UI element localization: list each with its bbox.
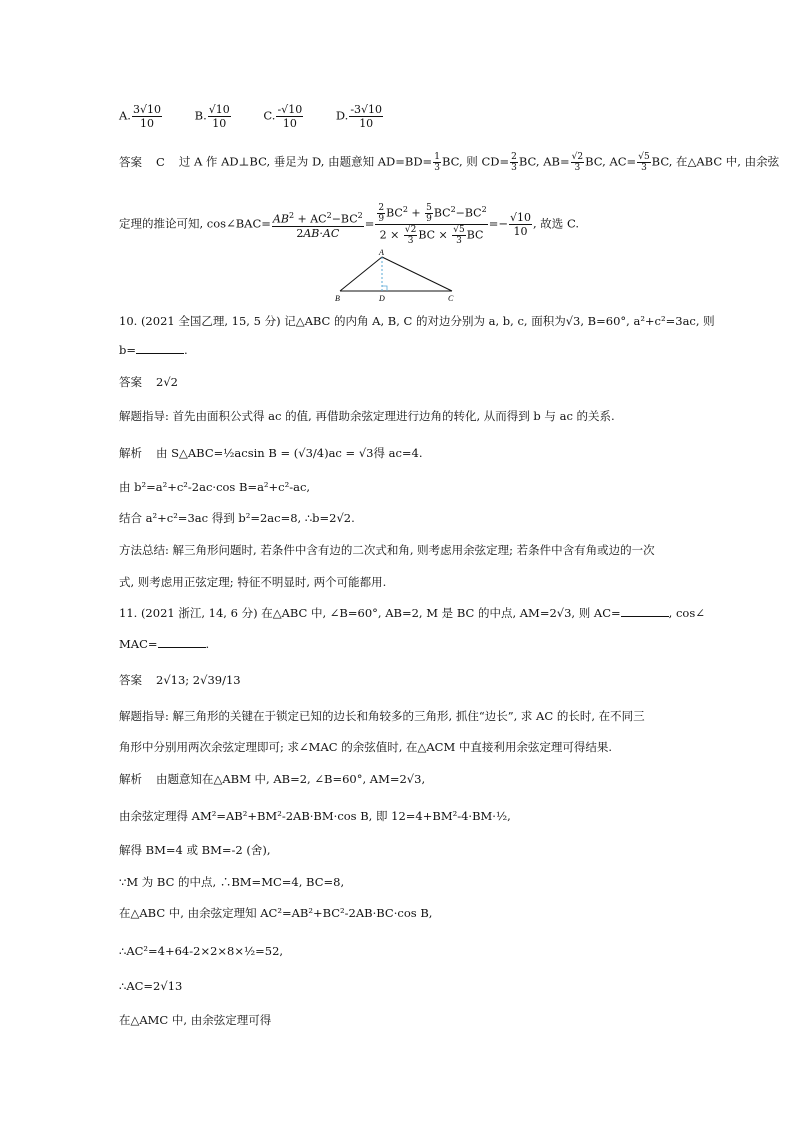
q11-solve-line-6: ∴AC²=4+64-2×2×8×½=52, [119, 944, 284, 958]
option-a: A. $\frac{3√10}{10}$ [119, 103, 161, 130]
q10-stem-line-1: 10. (2021 全国乙理, 15, 5 分) 记△ABC 的内角 A, B, C 的对边分别为 a, b, c, 面积为√3, B=60°, a²+c²=3ac, 则 [119, 314, 715, 328]
q11-guide-line-1: 解题指导: 解三角形的关键在于锁定已知的边长和角较多的三角形, 抓住“边长”, 求 AC 的长时, 在不同三 [119, 709, 645, 723]
vertex-a-label: A [379, 248, 384, 257]
side-ab [340, 257, 382, 291]
answer-label: 答案 [119, 673, 142, 687]
q10-answer-line [119, 374, 178, 390]
q11-solve-line-7: ∴AC=2√13 [119, 979, 183, 993]
q10-solve-line-3: 结合 a²+c²=3ac 得到 b²=2ac=8, ∴b=2√2. [119, 511, 355, 525]
q11-solve-line-2: 由余弦定理得 AM²=AB²+BM²-2AB·BM·cos B, 即 12=4+BM²-4·BM·½, [119, 809, 511, 823]
q10-method-line-1: 方法总结: 解三角形问题时, 若条件中含有边的二次式和角, 则考虑用余弦定理; 若条件中含有角或边的一次 [119, 543, 655, 557]
vertex-d-label: D [379, 294, 385, 303]
triangle-figure [330, 248, 466, 308]
q11-stem-line-2: MAC= . [119, 637, 210, 651]
q11-solve-line-4: ∵M 为 BC 的中点, ∴BM=MC=4, BC=8, [119, 875, 345, 889]
q10-guide: 解题指导: 首先由面积公式得 ac 的值, 再借助余弦定理进行边角的转化, 从而得到 b 与 ac 的关系. [119, 409, 615, 423]
answer-value: 2√13; 2√39/13 [156, 673, 241, 687]
right-angle-mark [382, 286, 387, 291]
q9-cosine-line: 定理的推论可知, cos∠BAC= $\frac{AB^2 + AC^2-BC^2}{2AB\cdot AC}$ = $\frac{2}{9}$ $BC^2$ + $\frac{5}{9}$ $BC^2-BC^2$ 2 × $\frac{√2}{3}$ BC × $\frac{√5}{3}$ BC =− $\frac{√10}{10}$ , 故选 C. [119, 203, 579, 247]
option-d: D. $\frac{-3√10}{10}$ [335, 103, 383, 130]
q11-guide-line-2: 角形中分别用两次余弦定理即可; 求∠MAC 的余弦值时, 在△ACM 中直接利用余弦定理可得结果. [119, 740, 613, 754]
q10-stem-line-2: b= . [119, 343, 188, 357]
q9-answer-line: 答案 C 过 A 作 AD⊥BC, 垂足为 D, 由题意知 AD=BD= $\frac{1}{3}$ BC, 则 CD= $\frac{2}{3}$ BC, AB= $\frac{√2}{3}$ BC, AC= $\frac{√5}{3}$ BC, 在△ABC 中, 由余弦 [119, 152, 780, 173]
q10-solve-line-1: 解析 由 S△ABC=½acsin B = (√3/4)ac = √3得 ac=4. [119, 446, 423, 460]
q11-answer-line [119, 672, 241, 688]
q11-stem-line-1: 11. (2021 浙江, 14, 6 分) 在△ABC 中, ∠B=60°, AB=2, M 是 BC 的中点, AM=2√3, 则 AC= , cos∠ [119, 606, 705, 620]
answer-value: 2√2 [156, 375, 178, 389]
option-c: C. $\frac{-√10}{10}$ [263, 103, 303, 130]
option-d-fraction: $\frac{-3√10}{10}$ [350, 103, 383, 130]
vertex-b-label: B [335, 294, 340, 303]
option-b: B. $\frac{√10}{10}$ [194, 103, 230, 130]
answer-blank [136, 342, 184, 354]
q10-solve-line-2: 由 b²=a²+c²-2ac·cos B=a²+c²-ac, [119, 480, 311, 494]
q10-method-line-2: 式, 则考虑用正弦定理; 特征不明显时, 两个可能都用. [119, 575, 387, 589]
answer-blank [621, 605, 669, 617]
q11-solve-line-5: 在△ABC 中, 由余弦定理知 AC²=AB²+BC²-2AB·BC·cos B, [119, 906, 433, 920]
option-a-fraction: $\frac{3√10}{10}$ [132, 103, 161, 130]
q11-solve-line-3: 解得 BM=4 或 BM=-2 (舍), [119, 843, 271, 857]
answer-label: 答案 [119, 375, 142, 389]
option-b-fraction: $\frac{√10}{10}$ [208, 103, 230, 130]
vertex-c-label: C [448, 294, 454, 303]
q11-solve-line-1: 解析 由题意知在△ABM 中, AB=2, ∠B=60°, AM=2√3, [119, 772, 426, 786]
q11-solve-line-8: 在△AMC 中, 由余弦定理可得 [119, 1013, 272, 1027]
option-c-fraction: $\frac{-√10}{10}$ [277, 103, 303, 130]
answer-blank [158, 636, 206, 648]
answer-value: C [156, 154, 165, 169]
side-ac [382, 257, 452, 291]
cosine-fraction: $\frac{AB^2 + AC^2-BC^2}{2AB\cdot AC}$ [272, 211, 363, 240]
options-row [119, 103, 412, 130]
answer-label: 答案 [119, 154, 142, 169]
